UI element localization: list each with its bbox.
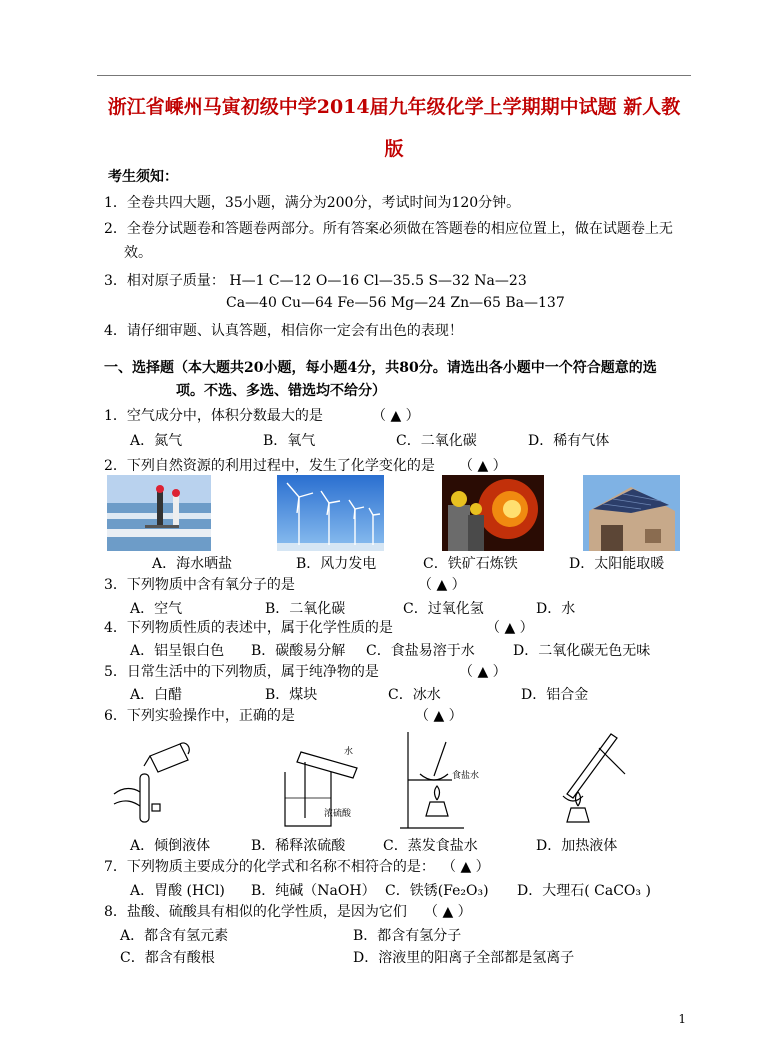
- water-label: 水: [344, 747, 354, 757]
- q8-option-c: C．都含有酸根: [120, 950, 215, 966]
- q6-option-a: A．倾倒液体: [130, 838, 211, 854]
- question-6-answer-mark: （ ▲ ）: [415, 708, 463, 724]
- notice-item-3: 3．相对原子质量： H—1 C—12 O—16 Cl—35.5 S—32 Na—23: [104, 273, 527, 289]
- section-heading: 一、选择题（本大题共20小题，每小题4分，共80分。请选出各小题中一个符合题意的选: [104, 360, 657, 376]
- document-title-line1: 浙江省嵊州马寅初级中学2014届九年级化学上学期期中试题 新人教: [107, 96, 681, 118]
- question-4-stem: 4．下列物质性质的表述中，属于化学性质的是: [104, 620, 393, 636]
- question-3-stem: 3．下列物质中含有氧分子的是: [104, 577, 295, 593]
- notice-item-3-cont: Ca—40 Cu—64 Fe—56 Mg—24 Zn—65 Ba—137: [226, 295, 565, 311]
- notice-heading: 考生须知：: [108, 169, 178, 185]
- q3-option-b: B．二氧化碳: [265, 601, 346, 617]
- conc-acid-label: 浓硫酸: [324, 809, 352, 819]
- notice-item-2: 2．全卷分试题卷和答题卷两部分。所有答案必须做在答题卷的相应位置上，做在试题卷上无: [104, 221, 673, 237]
- q4-option-c: C．食盐易溶于水: [366, 643, 475, 659]
- q3-option-a: A．空气: [130, 601, 183, 617]
- question-6-stem: 6．下列实验操作中，正确的是: [104, 708, 295, 724]
- q8-option-b: B．都含有氢分子: [353, 928, 462, 944]
- q1-option-a: A．氮气: [130, 433, 183, 449]
- question-7-answer-mark: （ ▲ ）: [442, 859, 490, 875]
- q6-option-c: C．蒸发食盐水: [383, 838, 478, 854]
- q8-option-d: D．溶液里的阳离子全部都是氢离子: [353, 950, 575, 966]
- q2-option-c: C．铁矿石炼铁: [423, 556, 518, 572]
- notice-item-1: 1．全卷共四大题，35小题，满分为200分，考试时间为120分钟。: [104, 195, 521, 211]
- iron-smelting-photo: [442, 475, 544, 551]
- notice-item-2-cont: 效。: [124, 245, 152, 261]
- q7-option-c: C．铁锈(Fe₂O₃): [385, 883, 489, 899]
- question-2-answer-mark: （ ▲ ）: [459, 458, 507, 474]
- question-8-stem: 8．盐酸、硫酸具有相似的化学性质，是因为它们: [104, 904, 407, 920]
- section-heading-cont: 项。不选、多选、错选均不给分）: [176, 383, 386, 399]
- q1-option-c: C．二氧化碳: [396, 433, 477, 449]
- wind-power-photo: [277, 475, 384, 551]
- pour-liquid-figure: [110, 734, 200, 826]
- q2-option-d: D．太阳能取暖: [569, 556, 665, 572]
- heat-liquid-figure: [553, 728, 641, 830]
- q6-option-b: B．稀释浓硫酸: [251, 838, 346, 854]
- question-1-answer-mark: （ ▲ ）: [372, 408, 420, 424]
- q2-option-b: B．风力发电: [296, 556, 377, 572]
- q5-option-c: C．冰水: [388, 687, 441, 703]
- question-5-answer-mark: （ ▲ ）: [459, 664, 507, 680]
- question-4-answer-mark: （ ▲ ）: [486, 620, 534, 636]
- question-2-stem: 2．下列自然资源的利用过程中，发生了化学变化的是: [104, 458, 435, 474]
- notice-item-4: 4．请仔细审题、认真答题，相信你一定会有出色的表现！: [104, 323, 463, 339]
- question-1-stem: 1．空气成分中，体积分数最大的是: [104, 408, 323, 424]
- q8-option-a: A．都含有氢元素: [120, 928, 229, 944]
- q4-option-b: B．碳酸易分解: [251, 643, 346, 659]
- q4-option-a: A．铝呈银白色: [130, 643, 225, 659]
- q5-option-b: B．煤块: [265, 687, 318, 703]
- q7-option-a: A．胃酸 (HCl): [130, 883, 225, 899]
- solar-heating-photo: [583, 475, 680, 551]
- question-3-answer-mark: （ ▲ ）: [418, 577, 466, 593]
- q7-option-b: B．纯碱（NaOH）: [251, 883, 376, 899]
- question-7-stem: 7．下列物质主要成分的化学式和名称不相符合的是：: [104, 859, 435, 875]
- page-number: 1: [678, 1012, 686, 1026]
- q1-option-d: D．稀有气体: [528, 433, 610, 449]
- q1-option-b: B．氧气: [263, 433, 316, 449]
- question-8-answer-mark: （ ▲ ）: [424, 904, 472, 920]
- q5-option-d: D．铝合金: [521, 687, 589, 703]
- q3-option-d: D．水: [536, 601, 576, 617]
- document-title-line2: 版: [384, 138, 404, 160]
- q3-option-c: C．过氧化氢: [403, 601, 484, 617]
- question-5-stem: 5．日常生活中的下列物质，属于纯净物的是: [104, 664, 379, 680]
- q2-option-a: A．海水晒盐: [152, 556, 233, 572]
- sea-salt-photo: [107, 475, 211, 551]
- header-rule: [97, 75, 691, 76]
- q5-option-a: A．白醋: [130, 687, 183, 703]
- q6-option-d: D．加热液体: [536, 838, 618, 854]
- q7-option-d: D．大理石( CaCO₃ ): [517, 883, 651, 899]
- q4-option-d: D．二氧化碳无色无味: [513, 643, 651, 659]
- salt-water-label: 食盐水: [452, 771, 480, 781]
